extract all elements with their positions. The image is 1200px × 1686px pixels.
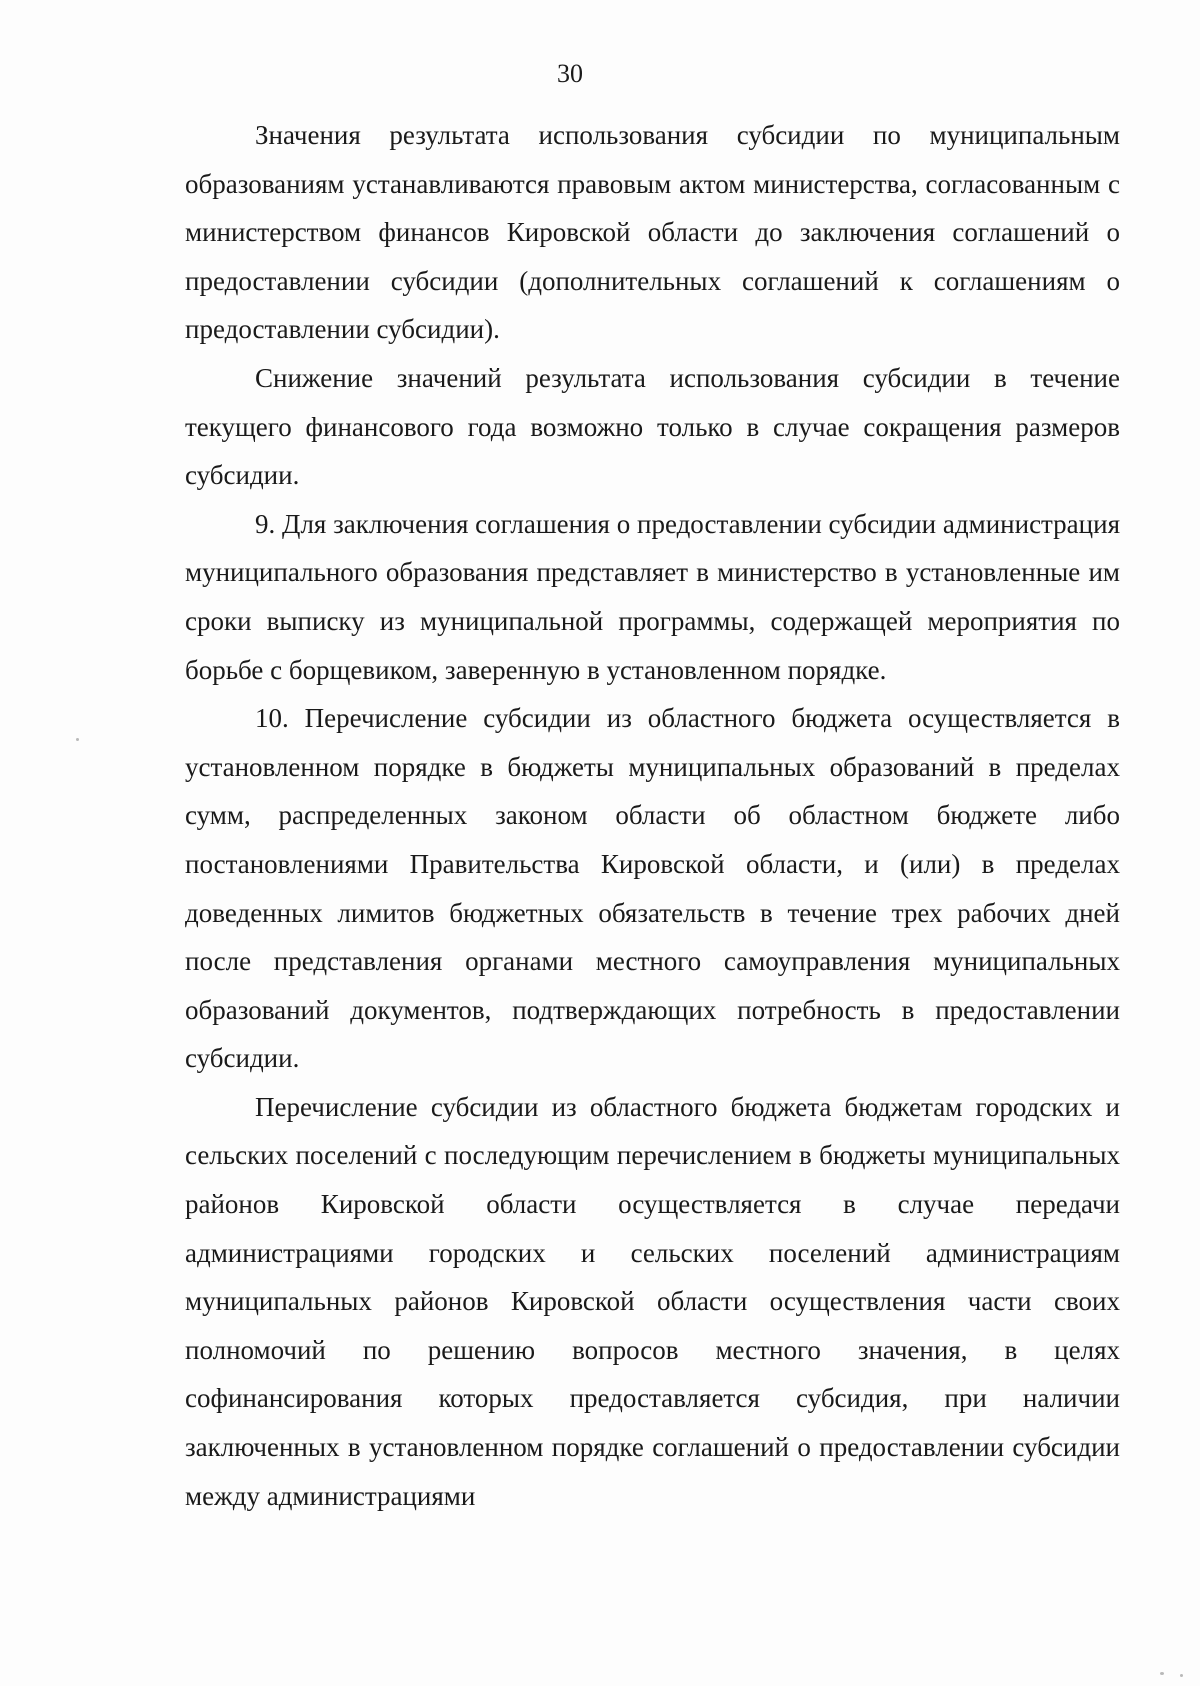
scan-speck bbox=[76, 738, 79, 741]
paragraph-result-values: Значения результата использования субсидии по муниципальным образованиям устанавливаются правовым актом министерства, согласованным с министерством финансов Кировской области до заключения соглашений о предоставлении субсидии (дополнительных соглашений к соглашениям о предоставлении субсидии). bbox=[185, 120, 1120, 345]
paragraph-reduction: Снижение значений результата использования субсидии в течение текущего финансового года возможно только в случае сокращения размеров субсидии. bbox=[185, 362, 1120, 491]
scan-speck bbox=[1180, 1674, 1183, 1677]
scan-speck bbox=[1160, 1672, 1164, 1675]
paragraph-item-10: 10. Перечисление субсидии из областного бюджета осуществляется в установленном порядке в бюджеты муниципальных образований в пределах сумм, распределенных законом области об областном бюджете либо постановлениями Правительства Кировской области, и (или) в пределах доведенных лимитов бюджетных обязательств в течение трех рабочих дней после представления органами местного самоуправления муниципальных образований документов, подтверждающих потребность в предоставлении субсидии. bbox=[185, 703, 1120, 1074]
document-body bbox=[185, 111, 1120, 1520]
paragraph-item-9: 9. Для заключения соглашения о предоставлении субсидии администрация муниципального образования представляет в министерство в установленные им сроки выписку из муниципальной программы, содержащей мероприятия по борьбе с борщевиком, заверенную в установленном порядке. bbox=[185, 508, 1120, 685]
paragraph-transfer-settlements: Перечисление субсидии из областного бюджета бюджетам городских и сельских поселений с последующим перечислением в бюджеты муниципальных районов Кировской области осуществляется в случае передачи администрациями городских и сельских поселений администрациям муниципальных районов Кировской области осуществления части своих полномочий по решению вопросов местного значения, в целях софинансирования которых предоставляется субсидия, при наличии заключенных в установленном порядке соглашений о предоставлении субсидии между администрациями bbox=[185, 1091, 1120, 1511]
page-number: 30 bbox=[557, 59, 583, 88]
